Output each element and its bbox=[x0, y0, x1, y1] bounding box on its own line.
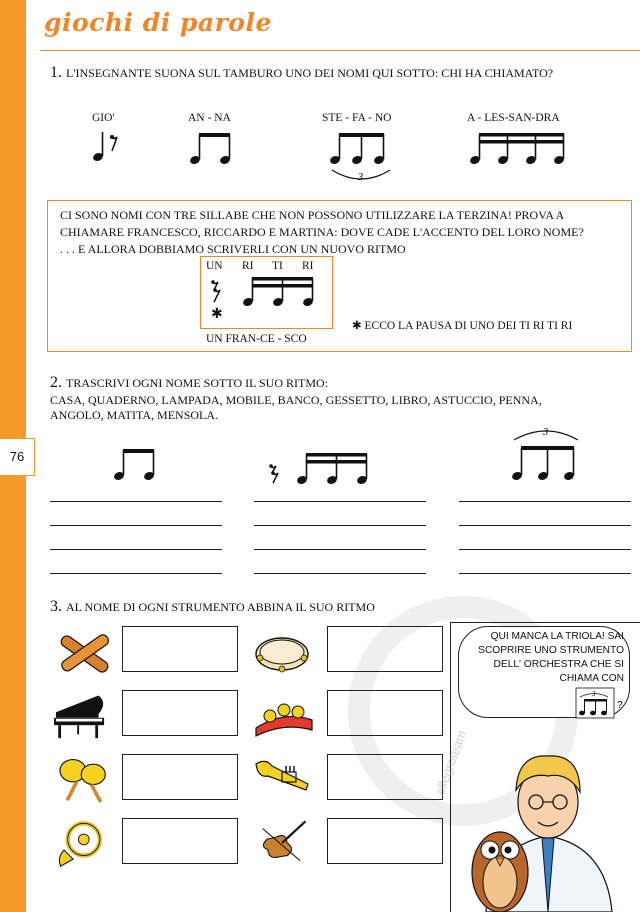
teacher-owl-illustration bbox=[456, 726, 640, 912]
exercise-3-prompt: AL NOME DI OGNI STRUMENTO ABBINA IL SUO RITMO bbox=[66, 600, 375, 614]
answer-box-violin[interactable] bbox=[327, 818, 443, 864]
answer-box-tambourine[interactable] bbox=[327, 626, 443, 672]
rhythm-triplet-2 bbox=[510, 424, 590, 484]
answer-box-claves[interactable] bbox=[122, 626, 238, 672]
speech-bubble-text: QUI MANCA LA TRIOLA! SAI SCOPRIRE UNO STRUMENTO DELL' ORCHESTRA CHE SI CHIAMA CON bbox=[478, 631, 624, 684]
star-marker: ✱ bbox=[211, 307, 223, 322]
exercise-2-prompt: TRASCRIVI OGNI NOME SOTTO IL SUO RITMO: bbox=[66, 376, 329, 390]
page-title: giochi di parole bbox=[44, 8, 272, 37]
answer-line[interactable] bbox=[254, 537, 426, 550]
title-rule bbox=[40, 50, 640, 51]
example-name: UN FRAN-CE - SCO bbox=[206, 333, 307, 345]
french-horn-icon bbox=[50, 818, 114, 868]
name-gio: GIO' bbox=[92, 112, 115, 124]
name-alessandra: A - LES-SAN-DRA bbox=[467, 112, 560, 124]
exercise-1-prompt: L'INSEGNANTE SUONA SUL TAMBURO UNO DEI NOMI QUI SOTTO: CHI HA CHIAMATO? bbox=[66, 66, 554, 80]
info-text: CI SONO NOMI CON TRE SILLABE CHE NON POSSONO UTILIZZARE LA TERZINA! PROVA A CHIAMARE FRANCESCO, RICCARDO E MARTINA: DOVE CADE L'ACCENTO DEL LORO NOME? bbox=[60, 208, 584, 239]
rhythm-quarter-rest bbox=[90, 128, 130, 168]
syllable-ti: TI bbox=[272, 260, 283, 272]
watermark-text: allegroteam bbox=[432, 728, 470, 798]
answer-line[interactable] bbox=[50, 537, 222, 550]
rhythm-sixteenth-rest-three-2 bbox=[266, 450, 376, 486]
name-stefano: STE - FA - NO bbox=[322, 112, 392, 124]
answer-line[interactable] bbox=[254, 513, 426, 526]
answer-line[interactable] bbox=[50, 513, 222, 526]
rhythm-two-eighths bbox=[188, 130, 238, 166]
rhythm-triplet bbox=[328, 130, 404, 186]
answer-box-bells[interactable] bbox=[327, 690, 443, 736]
triplet-number-2: 3 bbox=[543, 427, 548, 438]
page-number: 76 bbox=[0, 438, 35, 476]
piano-icon bbox=[48, 690, 112, 740]
answer-box-trumpet[interactable] bbox=[327, 754, 443, 800]
rhythm-two-eighths-2 bbox=[112, 446, 162, 482]
rest-note: ✱ ECCO LA PAUSA DI UNO DEI TI RI TI RI bbox=[352, 320, 573, 332]
info-text-2: . . . E ALLORA DOBBIAMO SCRIVERLI CON UN NUOVO RITMO bbox=[60, 242, 406, 256]
answer-line[interactable] bbox=[459, 561, 631, 574]
syllable-ri: RI bbox=[242, 260, 254, 272]
violin-icon bbox=[252, 816, 316, 866]
word-list-line-2: ANGOLO, MATITA, MENSOLA. bbox=[50, 408, 219, 422]
answer-box-maracas[interactable] bbox=[122, 754, 238, 800]
triplet-number: 3 bbox=[358, 172, 363, 183]
answer-line[interactable] bbox=[459, 537, 631, 550]
answer-line[interactable] bbox=[459, 513, 631, 526]
answer-box-horn[interactable] bbox=[122, 818, 238, 864]
exercise-2-heading: 2. TRASCRIVI OGNI NOME SOTTO IL SUO RITMO: bbox=[50, 374, 329, 391]
answer-line[interactable] bbox=[254, 489, 426, 502]
exercise-3-heading: 3. AL NOME DI OGNI STRUMENTO ABBINA IL SUO RITMO bbox=[50, 598, 375, 615]
syllable-ri-2: RI bbox=[302, 260, 314, 272]
bubble-triplet-rhythm bbox=[576, 688, 626, 722]
maracas-icon bbox=[52, 754, 116, 804]
claves-icon bbox=[52, 628, 116, 678]
rhythm-sixteenth-rest-three bbox=[206, 276, 326, 310]
name-anna: AN - NA bbox=[188, 112, 231, 124]
word-list-line-1: CASA, QUADERNO, LAMPADA, MOBILE, BANCO, GESSETTO, LIBRO, ASTUCCIO, PENNA, bbox=[50, 393, 542, 407]
answer-line[interactable] bbox=[50, 489, 222, 502]
bubble-question-mark: ? bbox=[617, 700, 623, 711]
jingle-bells-icon bbox=[252, 690, 316, 740]
answer-box-piano[interactable] bbox=[122, 690, 238, 736]
tambourine-icon bbox=[250, 628, 314, 678]
trumpet-icon bbox=[252, 754, 316, 804]
answer-line[interactable] bbox=[254, 561, 426, 574]
exercise-1-heading: 1. L'INSEGNANTE SUONA SUL TAMBURO UNO DEI NOMI QUI SOTTO: CHI HA CHIAMATO? bbox=[50, 64, 554, 81]
bubble-triplet-number: 3 bbox=[592, 690, 596, 698]
rhythm-four-sixteenths bbox=[468, 130, 568, 166]
answer-line[interactable] bbox=[459, 489, 631, 502]
answer-line[interactable] bbox=[50, 561, 222, 574]
syllable-un: UN bbox=[206, 260, 223, 272]
